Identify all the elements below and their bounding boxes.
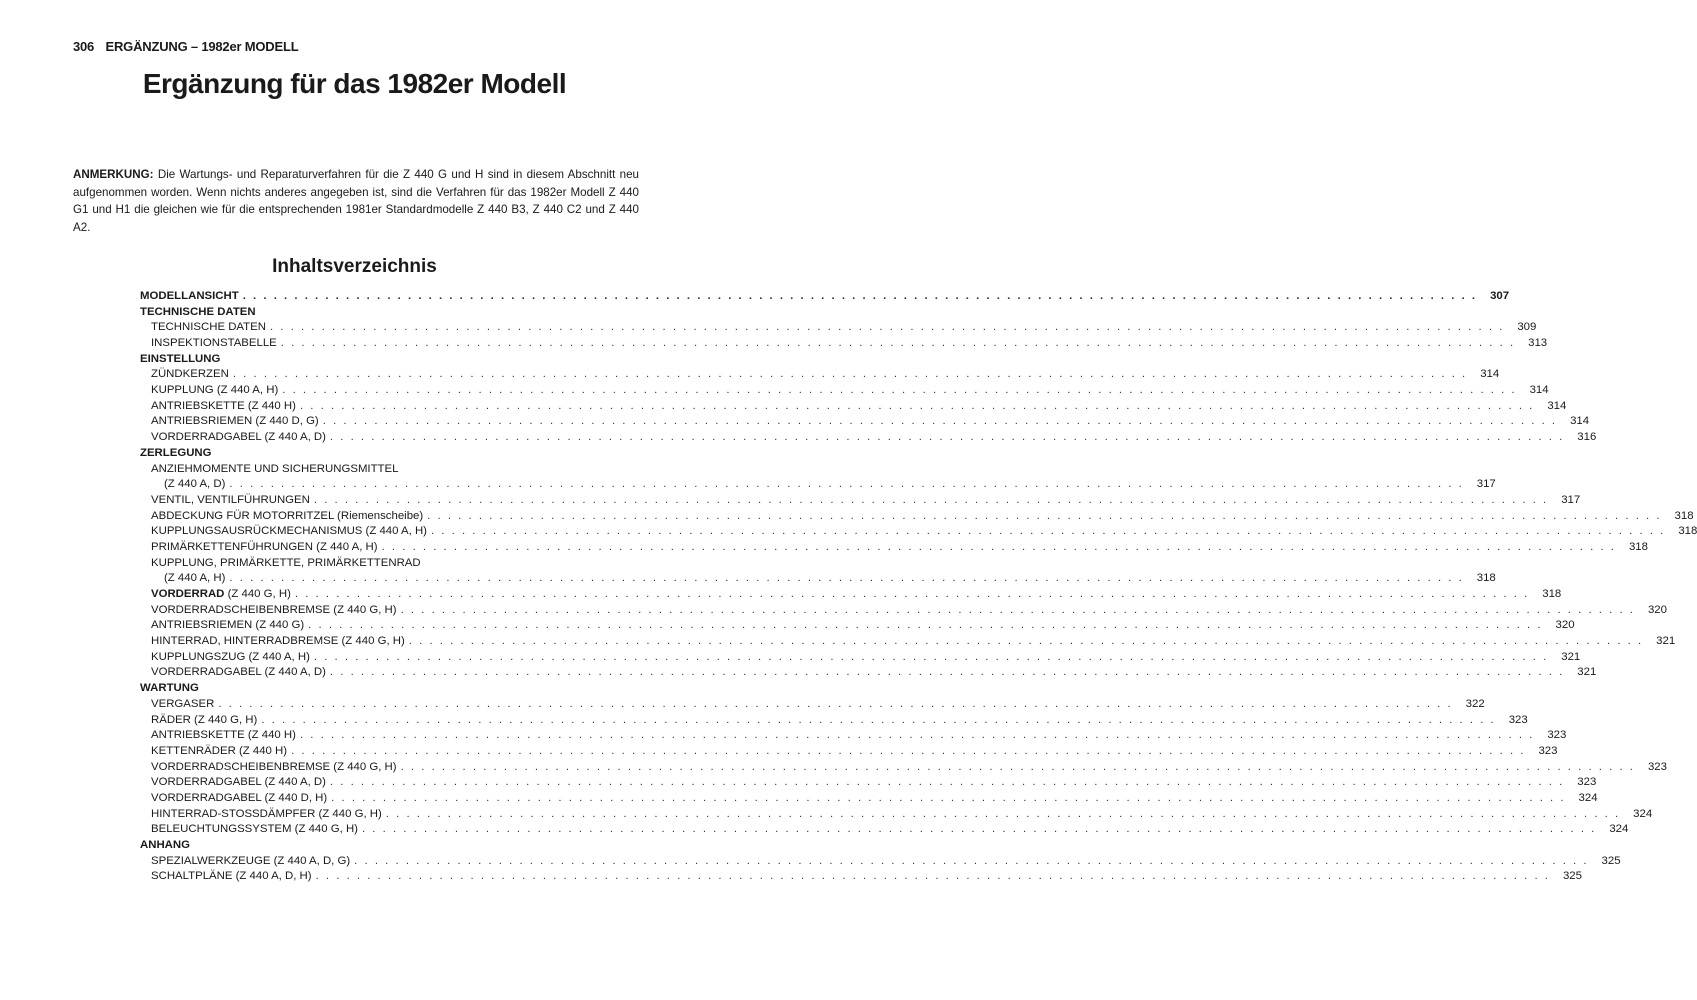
toc-entry-label: KUPPLUNG, PRIMÄRKETTE, PRIMÄRKETTENRAD [151,556,421,569]
running-title: ERGÄNZUNG – 1982er MODELL [105,39,299,54]
toc-entry-label: ANTRIEBSKETTE (Z 440 H) [151,729,296,742]
toc-entry-label: VORDERRADSCHEIBENBREMSE (Z 440 G, H) [151,760,397,773]
toc-heading: Inhaltsverzeichnis [272,256,437,277]
toc-page-number: 324 [1633,807,1653,820]
toc-page-number: 318 [1628,540,1648,553]
toc-page-number: 323 [1508,713,1528,726]
toc-leader-dots: . . . . . . . . . . . . . . . . . . . . . . . . . . . . . . . . . . . . . . . . . . . . . . . . . . . . . . . . . . . . . . . . . . . . . . . . . . . . . . . . . . . . . . . . . . . . . . . . . . . . . . . . . . . . . . . . . . . . . . . . [229,572,1464,585]
toc-leader-dots: . . . . . . . . . . . . . . . . . . . . . . . . . . . . . . . . . . . . . . . . . . . . . . . . . . . . . . . . . . . . . . . . . . . . . . . . . . . . . . . . . . . . . . . . . . . . . . . . . . . . . . . . . . . . . . . . . . . . . . . . [385,807,1621,820]
toc-page-number: 325 [1601,854,1621,867]
running-header [73,39,298,54]
toc-page-number: 321 [1561,650,1581,663]
toc-leader-dots: . . . . . . . . . . . . . . . . . . . . . . . . . . . . . . . . . . . . . . . . . . . . . . . . . . . . . . . . . . . . . . . . . . . . . . . . . . . . . . . . . . . . . . . . . . . . . . . . . . . . . . . . . . . . . . . . . . . . . . . . [354,854,1589,867]
toc-leader-dots: . . . . . . . . . . . . . . . . . . . . . . . . . . . . . . . . . . . . . . . . . . . . . . . . . . . . . . . . . . . . . . . . . . . . . . . . . . . . . . . . . . . . . . . . . . . . . . . . . . . . . . . . . . . . . . . . . . . . . . . . [331,791,1566,804]
toc-page-number: 318 [1476,572,1496,585]
toc-entry-label: EINSTELLUNG [140,352,221,365]
toc-leader-dots: . . . . . . . . . . . . . . . . . . . . . . . . . . . . . . . . . . . . . . . . . . . . . . . . . . . . . . . . . . . . . . . . . . . . . . . . . . . . . . . . . . . . . . . . . . . . . . . . . . . . . . . . . . . . . . . . . . . . . . . . [261,713,1496,726]
toc-entry-label: VORDERRADGABEL (Z 440 A, D) [151,776,326,789]
toc-leader-dots: . . . . . . . . . . . . . . . . . . . . . . . . . . . . . . . . . . . . . . . . . . . . . . . . . . . . . . . . . . . . . . . . . . . . . . . . . . . . . . . . . . . . . . . . . . . . . . . . . . . . . . . . . . . . . . . . . . . . . . . . [299,729,1535,742]
toc-entry-label: SCHALTPLÄNE (Z 440 A, D, H) [151,870,312,883]
toc-entry [140,807,1653,823]
toc-leader-dots: . . . . . . . . . . . . . . . . . . . . . . . . . . . . . . . . . . . . . . . . . . . . . . . . . . . . . . . . . . . . . . . . . . . . . . . . . . . . . . . . . . . . . . . . . . . . . . . . . . . . . . . . . . . . . . . . . . . . . . . . [322,415,1558,428]
toc-page-number: 309 [1517,321,1537,334]
toc-entry-label: KETTENRÄDER (Z 440 H) [151,744,288,757]
toc-page-number: 320 [1555,619,1575,632]
toc-leader-dots: . . . . . . . . . . . . . . . . . . . . . . . . . . . . . . . . . . . . . . . . . . . . . . . . . . . . . . . . . . . . . . . . . . . . . . . . . . . . . . . . . . . . . . . . . . . . . . . . . . . . . . . . . . . . . . . . . . . . . . . . [218,697,1453,710]
toc-page-number: 316 [1577,431,1597,444]
toc-entry [140,556,580,572]
toc-entry [140,854,1621,870]
toc-page-number: 313 [1528,337,1548,350]
page-title: Ergänzung für das 1982er Modell [142,68,567,99]
toc-entry-label [151,587,291,603]
toc-entry-label: ABDECKUNG FÜR MOTORRITZEL (Riemenscheibe) [151,509,424,522]
note-lead: ANMERKUNG: [73,168,154,181]
toc-page-number: 318 [1674,509,1694,522]
toc-entry [140,415,1590,431]
toc-entry [140,367,1500,383]
toc-section-heading [140,681,580,697]
toc-leader-dots: . . . . . . . . . . . . . . . . . . . . . . . . . . . . . . . . . . . . . . . . . . . . . . . . . . . . . . . . . . . . . . . . . . . . . . . . . . . . . . . . . . . . . . . . . . . . . . . . . . . . . . . . . . . . . . . . . . . . . . . . [381,540,1616,553]
toc-entry [140,462,580,478]
toc-page-number: 318 [1542,588,1562,601]
toc-entry-label: MODELLANSICHT [140,289,239,302]
toc-entry-label: ANHANG [140,839,190,852]
toc-entry-label: RÄDER (Z 440 G, H) [151,713,258,726]
toc-leader-dots: . . . . . . . . . . . . . . . . . . . . . . . . . . . . . . . . . . . . . . . . . . . . . . . . . . . . . . . . . . . . . . . . . . . . . . . . . . . . . . . . . . . . . . . . . . . . . . . . . . . . . . . . . . . . . . . . . . . . . . . . [427,509,1662,522]
toc-entry [140,728,1567,744]
toc-entry-label: PRIMÄRKETTENFÜHRUNGEN (Z 440 A, H) [151,540,378,553]
toc-page-number: 325 [1562,870,1582,883]
toc-leader-dots: . . . . . . . . . . . . . . . . . . . . . . . . . . . . . . . . . . . . . . . . . . . . . . . . . . . . . . . . . . . . . . . . . . . . . . . . . . . . . . . . . . . . . . . . . . . . . . . . . . . . . . . . . . . . . . . . . . . . . . . . [291,744,1526,757]
toc-entry-label: KUPPLUNGSZUG (Z 440 A, H) [151,650,310,663]
toc-entry-label: ZÜNDKERZEN [151,368,229,381]
toc-entry-label-bold: VORDERRAD [151,588,225,601]
toc-leader-dots: . . . . . . . . . . . . . . . . . . . . . . . . . . . . . . . . . . . . . . . . . . . . . . . . . . . . . . . . . . . . . . . . . . . . . . . . . . . . . . . . . . . . . . . . . . . . . . . . . . . . . . . . . . . . . . . . . . . . . . . . [229,478,1464,491]
toc-entry [140,336,1548,352]
toc-leader-dots: . . . . . . . . . . . . . . . . . . . . . . . . . . . . . . . . . . . . . . . . . . . . . . . . . . . . . . . . . . . . . . . . . . . . . . . . . . . . . . . . . . . . . . . . . . . . . . . . . . . . . . . . . . . . . . . . . . . . . . . . [329,776,1565,789]
toc-entry [140,666,1597,682]
toc-entry-label: WARTUNG [140,682,199,695]
toc-section-heading [140,352,580,368]
toc-leader-dots: . . . . . . . . . . . . . . . . . . . . . . . . . . . . . . . . . . . . . . . . . . . . . . . . . . . . . . . . . . . . . . . . . . . . . . . . . . . . . . . . . . . . . . . . . . . . . . . . . . . . . . . . . . . . . . . . . . . . . . . . [313,493,1549,506]
toc-leader-dots: . . . . . . . . . . . . . . . . . . . . . . . . . . . . . . . . . . . . . . . . . . . . . . . . . . . . . . . . . . . . . . . . . . . . . . . . . . . . . . . . . . . . . . . . . . . . . . . . . . . . . . . . . . . . . . . . . . . . . . . . [315,870,1550,883]
toc-entry [140,713,1528,729]
toc-entry [140,869,1582,885]
toc-page-number: 314 [1547,399,1567,412]
toc-leader-dots: . . . . . . . . . . . . . . . . . . . . . . . . . . . . . . . . . . . . . . . . . . . . . . . . . . . . . . . . . . . . . . . . . . . . . . . . . . . . . . . . . . . . . . . . . . . . . . . . . . . . . . . . . . . . . . . . . . . . . . . . [361,823,1597,836]
toc-entry [140,540,1648,556]
toc-entry [140,822,1629,838]
toc-leader-dots: . . . . . . . . . . . . . . . . . . . . . . . . . . . . . . . . . . . . . . . . . . . . . . . . . . . . . . . . . . . . . . . . . . . . . . . . . . . . . . . . . . . . . . . . . . . . . . . . . . . . . . . . . . . . . . . . . . . . . . . . [242,289,1478,302]
toc-entry-label: VORDERRADSCHEIBENBREMSE (Z 440 G, H) [151,603,397,616]
toc-entry-label: KUPPLUNG (Z 440 A, H) [151,384,279,397]
toc-page-number: 323 [1538,744,1558,757]
toc-entry-label: ANTRIEBSRIEMEN (Z 440 G) [151,619,305,632]
toc-leader-dots: . . . . . . . . . . . . . . . . . . . . . . . . . . . . . . . . . . . . . . . . . . . . . . . . . . . . . . . . . . . . . . . . . . . . . . . . . . . . . . . . . . . . . . . . . . . . . . . . . . . . . . . . . . . . . . . . . . . . . . . . [299,399,1535,412]
toc-entry-label: ANZIEHMOMENTE UND SICHERUNGSMITTEL [151,462,399,475]
table-of-contents [140,289,1697,885]
toc-entry [140,791,1598,807]
toc-leader-dots: . . . . . . . . . . . . . . . . . . . . . . . . . . . . . . . . . . . . . . . . . . . . . . . . . . . . . . . . . . . . . . . . . . . . . . . . . . . . . . . . . . . . . . . . . . . . . . . . . . . . . . . . . . . . . . . . . . . . . . . . [294,588,1530,601]
toc-entry-label: HINTERRAD, HINTERRADBREMSE (Z 440 G, H) [151,635,405,648]
toc-entry [140,430,1597,446]
toc-entry-label: HINTERRAD-STOSSDÄMPFER (Z 440 G, H) [151,807,382,820]
toc-entry [140,477,1496,493]
toc-leader-dots: . . . . . . . . . . . . . . . . . . . . . . . . . . . . . . . . . . . . . . . . . . . . . . . . . . . . . . . . . . . . . . . . . . . . . . . . . . . . . . . . . . . . . . . . . . . . . . . . . . . . . . . . . . . . . . . . . . . . . . . . [329,666,1565,679]
toc-entry [140,493,1581,509]
page-number: 306 [73,39,95,54]
toc-section-heading [140,446,580,462]
toc-page-number: 314 [1480,368,1500,381]
toc-section-heading [140,289,1510,305]
toc-leader-dots: . . . . . . . . . . . . . . . . . . . . . . . . . . . . . . . . . . . . . . . . . . . . . . . . . . . . . . . . . . . . . . . . . . . . . . . . . . . . . . . . . . . . . . . . . . . . . . . . . . . . . . . . . . . . . . . . . . . . . . . . [282,384,1517,397]
toc-page-number: 317 [1561,493,1581,506]
toc-leader-dots: . . . . . . . . . . . . . . . . . . . . . . . . . . . . . . . . . . . . . . . . . . . . . . . . . . . . . . . . . . . . . . . . . . . . . . . . . . . . . . . . . . . . . . . . . . . . . . . . . . . . . . . . . . . . . . . . . . . . . . . . [308,619,1543,632]
toc-leader-dots: . . . . . . . . . . . . . . . . . . . . . . . . . . . . . . . . . . . . . . . . . . . . . . . . . . . . . . . . . . . . . . . . . . . . . . . . . . . . . . . . . . . . . . . . . . . . . . . . . . . . . . . . . . . . . . . . . . . . . . . . [232,368,1468,381]
toc-page-number: 318 [1678,525,1697,538]
toc-entry [140,603,1667,619]
toc-page-number: 322 [1465,697,1485,710]
toc-entry [140,383,1549,399]
toc-entry [140,524,1697,540]
toc-leader-dots: . . . . . . . . . . . . . . . . . . . . . . . . . . . . . . . . . . . . . . . . . . . . . . . . . . . . . . . . . . . . . . . . . . . . . . . . . . . . . . . . . . . . . . . . . . . . . . . . . . . . . . . . . . . . . . . . . . . . . . . . [408,635,1644,648]
toc-section-heading [140,305,580,321]
toc-entry [140,775,1597,791]
toc-entry [140,320,1537,336]
toc-entry [140,509,1694,525]
toc-page-number: 320 [1647,603,1667,616]
toc-leader-dots: . . . . . . . . . . . . . . . . . . . . . . . . . . . . . . . . . . . . . . . . . . . . . . . . . . . . . . . . . . . . . . . . . . . . . . . . . . . . . . . . . . . . . . . . . . . . . . . . . . . . . . . . . . . . . . . . . . . . . . . . [313,650,1549,663]
toc-entry-label: VORDERRADGABEL (Z 440 A, D) [151,431,326,444]
toc-leader-dots: . . . . . . . . . . . . . . . . . . . . . . . . . . . . . . . . . . . . . . . . . . . . . . . . . . . . . . . . . . . . . . . . . . . . . . . . . . . . . . . . . . . . . . . . . . . . . . . . . . . . . . . . . . . . . . . . . . . . . . . . [400,603,1635,616]
toc-entry-label: VERGASER [151,697,215,710]
toc-entry [140,587,1562,603]
toc-page-number: 324 [1578,791,1598,804]
toc-entry [140,760,1667,776]
toc-page-number: 323 [1577,776,1597,789]
toc-entry [140,399,1567,415]
toc-entry-label: TECHNISCHE DATEN [151,321,266,334]
toc-entry [140,650,1581,666]
toc-section-heading [140,838,580,854]
toc-page-number: 307 [1490,289,1510,302]
toc-page-number: 314 [1570,415,1590,428]
toc-page-number: 324 [1609,823,1629,836]
toc-page-number: 321 [1577,666,1597,679]
toc-entry-label: BELEUCHTUNGSSYSTEM (Z 440 G, H) [151,823,358,836]
toc-entry-label: TECHNISCHE DATEN [140,305,256,318]
toc-entry-label-suffix: (Z 440 G, H) [224,588,291,601]
toc-entry [140,634,1676,650]
toc-leader-dots: . . . . . . . . . . . . . . . . . . . . . . . . . . . . . . . . . . . . . . . . . . . . . . . . . . . . . . . . . . . . . . . . . . . . . . . . . . . . . . . . . . . . . . . . . . . . . . . . . . . . . . . . . . . . . . . . . . . . . . . . [269,321,1505,334]
toc-entry-label: KUPPLUNGSAUSRÜCKMECHANISMUS (Z 440 A, H) [151,525,427,538]
toc-page-number: 314 [1529,384,1549,397]
toc-leader-dots: . . . . . . . . . . . . . . . . . . . . . . . . . . . . . . . . . . . . . . . . . . . . . . . . . . . . . . . . . . . . . . . . . . . . . . . . . . . . . . . . . . . . . . . . . . . . . . . . . . . . . . . . . . . . . . . . . . . . . . . . [430,525,1666,538]
toc-leader-dots: . . . . . . . . . . . . . . . . . . . . . . . . . . . . . . . . . . . . . . . . . . . . . . . . . . . . . . . . . . . . . . . . . . . . . . . . . . . . . . . . . . . . . . . . . . . . . . . . . . . . . . . . . . . . . . . . . . . . . . . . [400,760,1635,773]
toc-page-number: 321 [1656,635,1676,648]
toc-leader-dots: . . . . . . . . . . . . . . . . . . . . . . . . . . . . . . . . . . . . . . . . . . . . . . . . . . . . . . . . . . . . . . . . . . . . . . . . . . . . . . . . . . . . . . . . . . . . . . . . . . . . . . . . . . . . . . . . . . . . . . . . [280,337,1516,350]
toc-page-number: 317 [1476,478,1496,491]
toc-entry-label: SPEZIALWERKZEUGE (Z 440 A, D, G) [151,854,351,867]
toc-entry-label: (Z 440 A, D) [164,478,226,491]
toc-page-number: 323 [1647,760,1667,773]
note-text: Die Wartungs- und Reparaturverfahren für die Z 440 G und H sind in diesem Abschnitt neu aufgenommen worden. Wenn nichts anderes angegeben ist, sind die Verfahren für das 1982er Modell Z 440 G1 und H1 die gleichen wie für die entsprechenden 1981er Standardmodelle Z 440 B3, Z 440 C2 und Z 440 A2. [73,168,639,234]
toc-entry [140,744,1558,760]
toc-entry [140,571,1496,587]
toc-leader-dots: . . . . . . . . . . . . . . . . . . . . . . . . . . . . . . . . . . . . . . . . . . . . . . . . . . . . . . . . . . . . . . . . . . . . . . . . . . . . . . . . . . . . . . . . . . . . . . . . . . . . . . . . . . . . . . . . . . . . . . . . [329,431,1565,444]
toc-entry-label: (Z 440 A, H) [164,572,226,585]
toc-entry [140,618,1575,634]
toc-entry-label: VENTIL, VENTILFÜHRUNGEN [151,493,310,506]
toc-entry [140,697,1485,713]
toc-entry-label: ZERLEGUNG [140,446,212,459]
toc-entry-label: VORDERRADGABEL (Z 440 A, D) [151,666,326,679]
toc-entry-label: ANTRIEBSKETTE (Z 440 H) [151,399,296,412]
toc-entry-label: ANTRIEBSRIEMEN (Z 440 D, G) [151,415,319,428]
note-paragraph [73,166,639,236]
toc-page-number: 323 [1547,729,1567,742]
toc-entry-label: VORDERRADGABEL (Z 440 D, H) [151,791,328,804]
toc-entry-label: INSPEKTIONSTABELLE [151,337,277,350]
